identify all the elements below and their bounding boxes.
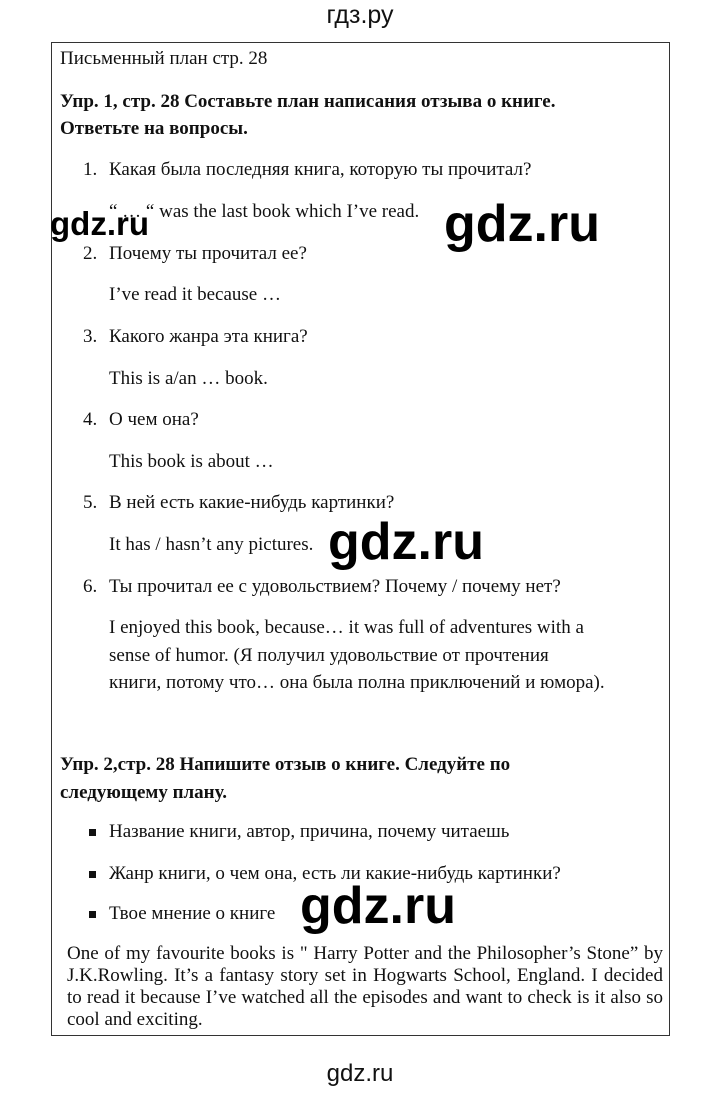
- watermark-logo: gdz.ru: [300, 877, 456, 935]
- question-4-number: 4.: [83, 409, 98, 430]
- question-2-number: 2.: [83, 243, 98, 264]
- exercise-2-heading-line-2: следующему плану.: [60, 782, 227, 803]
- watermark-logo: gdz.ru: [50, 205, 149, 242]
- plan-item-3: Твое мнение о книге: [109, 903, 276, 924]
- book-review-paragraph: One of my favourite books is " Harry Potter and the Philosopher’s Stone” by J.K.Rowling. It’s a fantasy story set in Hogwarts School, England. I decided to read it because I’ve watched all the episodes and want to check is it also so cool and exciting.: [67, 943, 663, 1030]
- question-5-text: В ней есть какие-нибудь картинки?: [109, 492, 395, 513]
- question-6-text: Ты прочитал ее с удовольствием? Почему / почему нет?: [109, 576, 561, 597]
- question-4-answer: This book is about …: [109, 451, 274, 472]
- exercise-2-heading-line-1: Упр. 2,стр. 28 Напишите отзыв о книге. Следуйте по: [60, 754, 511, 775]
- question-6-number: 6.: [83, 576, 98, 597]
- question-3-number: 3.: [83, 326, 98, 347]
- question-2-answer: I’ve read it because …: [109, 284, 281, 305]
- plan-item-1: Название книги, автор, причина, почему читаешь: [109, 821, 510, 842]
- watermark-logo: gdz.ru: [328, 513, 484, 571]
- bullet-icon: [89, 911, 96, 918]
- question-6-answer-line-1: I enjoyed this book, because… it was full of adventures with a: [109, 617, 584, 638]
- question-1-answer: “ … “ was the last book which I’ve read.: [109, 201, 420, 222]
- question-3-answer: This is a/an … book.: [109, 368, 268, 389]
- site-header-title[interactable]: гдз.ру: [326, 1, 394, 29]
- bullet-icon: [89, 829, 96, 836]
- question-2-text: Почему ты прочитал ее?: [109, 243, 307, 264]
- exercise-1-heading-line-1: Упр. 1, стр. 28 Составьте план написания отзыва о книге.: [60, 91, 556, 112]
- question-1-number: 1.: [83, 159, 98, 180]
- document-title: Письменный план стр. 28: [60, 48, 268, 69]
- question-1-text: Какая была последняя книга, которую ты прочитал?: [109, 159, 532, 180]
- bullet-icon: [89, 871, 96, 878]
- question-6-answer-line-3: книги, потому что… она была полна приключений и юмора).: [109, 672, 605, 693]
- question-5-number: 5.: [83, 492, 98, 513]
- question-5-answer: It has / hasn’t any pictures.: [109, 534, 314, 555]
- exercise-1-heading-line-2: Ответьте на вопросы.: [60, 118, 248, 139]
- question-3-text: Какого жанра эта книга?: [109, 326, 308, 347]
- plan-item-2: Жанр книги, о чем она, есть ли какие-нибудь картинки?: [109, 863, 561, 884]
- question-4-text: О чем она?: [109, 409, 199, 430]
- watermark-logo: gdz.ru: [444, 195, 600, 253]
- site-footer-title[interactable]: gdz.ru: [326, 1060, 394, 1087]
- question-6-answer-line-2: sense of humor. (Я получил удовольствие от прочтения: [109, 645, 549, 666]
